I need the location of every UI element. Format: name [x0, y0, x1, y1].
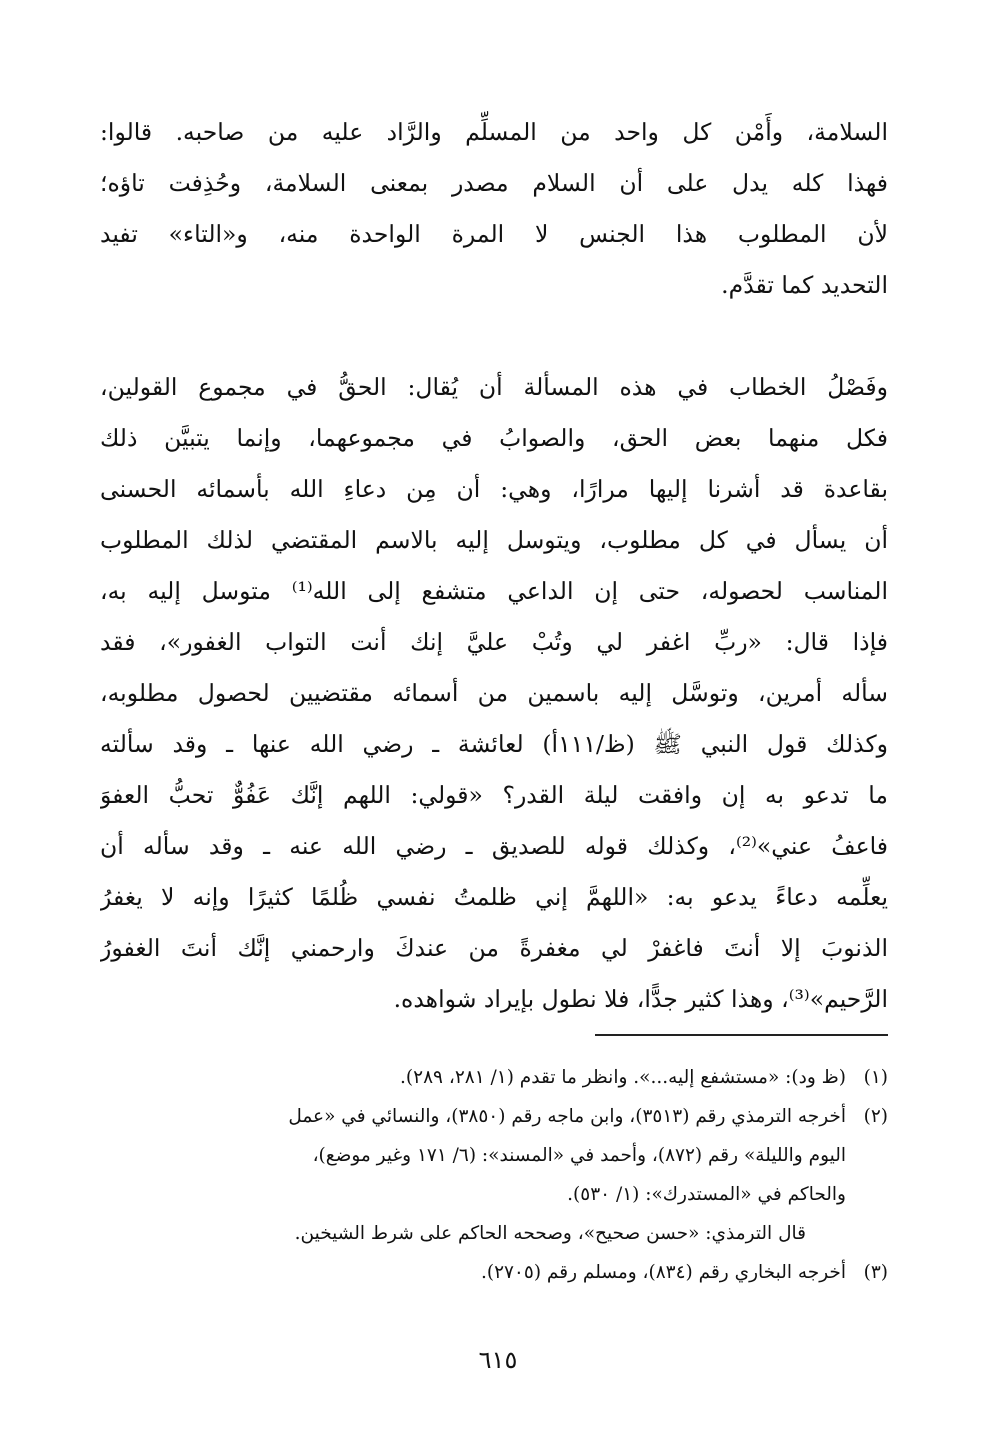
- text-line: فهذا كله يدل على أن السلام مصدر بمعنى السلامة، وحُذِفت تاؤه؛: [100, 169, 888, 197]
- text-line: الرَّحيم»⁽³⁾، وهذا كثير جدًّا، فلا نطول بإيراد شواهده.: [393, 985, 888, 1013]
- text-line: وكذلك قول النبي ﷺ (ظ/١١١أ) لعائشة ـ رضي الله عنها ـ وقد سألته: [100, 730, 888, 758]
- footnote-text: أخرجه الترمذي رقم (٣٥١٣)، وابن ماجه رقم (٣٨٥٠)، والنسائي في «عمل: [288, 1106, 846, 1127]
- text-line: يعلِّمه دعاءً يدعو به: «اللهمَّ إني ظلمتُ نفسي ظُلمًا كثيرًا وإنه لا يغفرُ: [100, 883, 888, 911]
- text-line: الذنوبَ إلا أنتَ فاغفرْ لي مغفرةً من عندكَ وارحمني إنَّك أنتَ الغفورُ: [100, 934, 888, 962]
- footnote-number: (٣): [863, 1262, 888, 1283]
- footnote-text: أخرجه البخاري رقم (٨٣٤)، ومسلم رقم (٢٧٠٥).: [480, 1262, 846, 1283]
- footnote-separator: [595, 1034, 888, 1036]
- footnote-2-remark: قال الترمذي: «حسن صحيح»، وصححه الحاكم على شرط الشيخين.: [294, 1223, 806, 1244]
- text-line: التحديد كما تقدَّم.: [721, 271, 888, 299]
- text-line: فإذا قال: «ربِّ اغفر لي وتُبْ عليَّ إنك أنت التواب الغفور»، فقد: [100, 628, 888, 656]
- text-line: المناسب لحصوله، حتى إن الداعي متشفع إلى الله⁽¹⁾ متوسل إليه به،: [100, 577, 888, 605]
- footnote-2-line: والحاكم في «المستدرك»: (١/ ٥٣٠).: [567, 1184, 846, 1205]
- footnote-number: (١): [863, 1067, 888, 1088]
- footnote-3: [100, 1253, 888, 1292]
- text-line: سأله أمرين، وتوسَّل إليه باسمين من أسمائه مقتضيين لحصول مطلوبه،: [100, 679, 888, 707]
- text-line: فكل منهما بعض الحق، والصوابُ في مجموعهما، وإنما يتبيَّن ذلك: [100, 424, 888, 452]
- text-line: لأن المطلوب هذا الجنس لا المرة الواحدة منه، و«التاء» تفيد: [100, 220, 888, 248]
- text-line: السلامة، وأَمْن كل واحد من المسلِّم والرَّاد عليه من صاحبه. قالوا:: [100, 118, 888, 146]
- footnotes: [100, 1058, 888, 1292]
- footnote-2-line: اليوم والليلة» رقم (٨٧٢)، وأحمد في «المسند»: (٦/ ١٧١ وغير موضع)،: [312, 1145, 846, 1166]
- footnote-text: (ظ ود): «مستشفع إليه...». وانظر ما تقدم (١/ ٢٨١، ٢٨٩).: [400, 1067, 846, 1088]
- text-line: بقاعدة قد أشرنا إليها مرارًا، وهي: أن مِن دعاءِ الله بأسمائه الحسنى: [100, 475, 888, 503]
- footnote-number: (٢): [863, 1106, 888, 1127]
- text-line: ما تدعو به إن وافقت ليلة القدر؟ «قولي: اللهم إنَّك عَفُوٌّ تحبُّ العفوَ: [100, 781, 888, 809]
- paragraph-1: [100, 107, 888, 311]
- footnote-1: [100, 1058, 888, 1097]
- paragraph-2: [100, 362, 888, 1025]
- footnote-2: [100, 1097, 888, 1136]
- text-line: وفَصْلُ الخطاب في هذه المسألة أن يُقال: الحقُّ في مجموع القولين،: [100, 373, 888, 401]
- text-line: فاعفُ عني»⁽²⁾، وكذلك قوله للصديق ـ رضي الله عنه ـ وقد سأله أن: [100, 832, 888, 860]
- page-number: ٦١٥: [478, 1346, 518, 1374]
- text-line: أن يسأل في كل مطلوب، ويتوسل إليه بالاسم المقتضي لذلك المطلوب: [100, 526, 888, 554]
